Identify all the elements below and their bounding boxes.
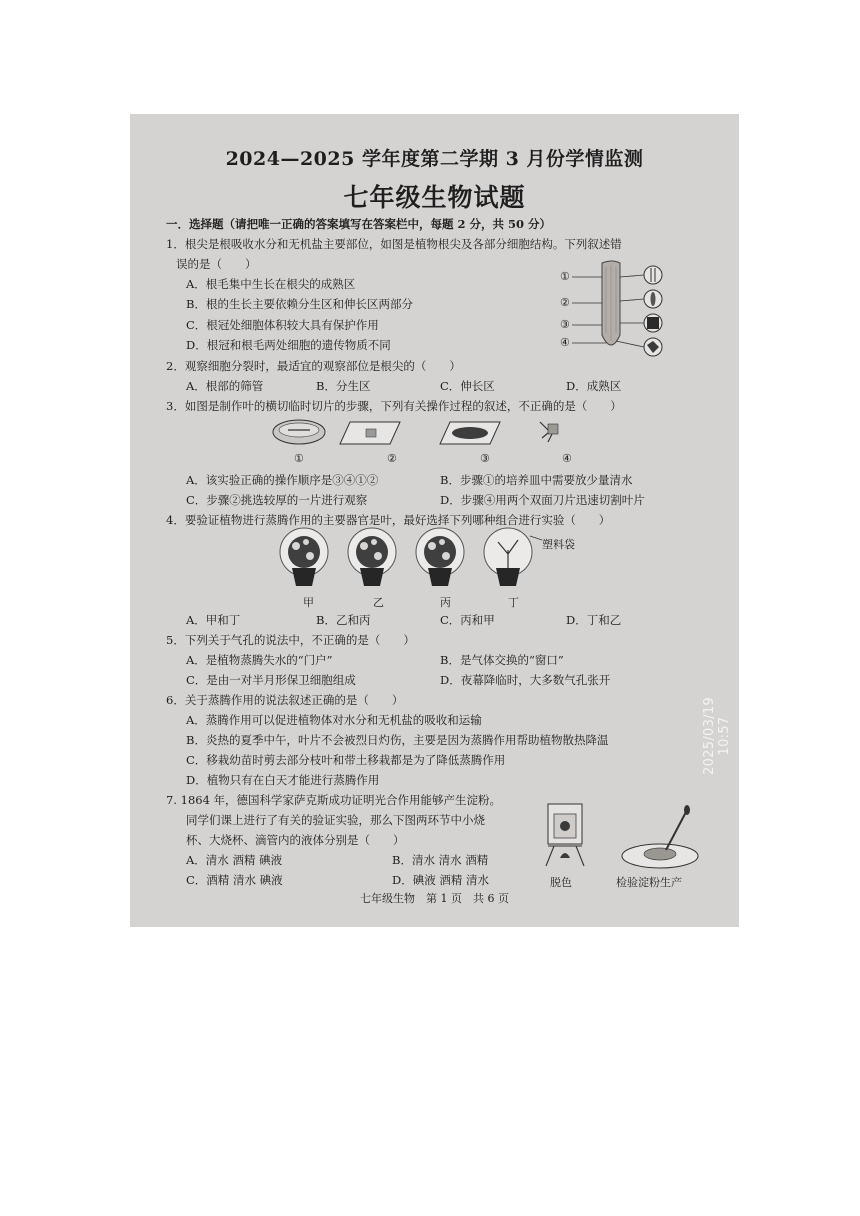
q4-label-jia: 甲 (303, 596, 314, 609)
q1-label-4: ④ (560, 336, 570, 349)
starch-experiment-figure (540, 800, 710, 872)
q1-option-a: A．根毛集中生长在根尖的成熟区 (186, 277, 356, 291)
q5-option-b: B．是气体交换的“窗口” (440, 653, 564, 667)
leaf-section-steps-figure (270, 414, 590, 452)
q2-option-b: B．分生区 (316, 379, 371, 393)
q5-option-c: C．是由一对半月形保卫细胞组成 (186, 673, 356, 687)
exam-paper (130, 114, 739, 927)
page-footer: 七年级生物 第 1 页 共 6 页 (360, 892, 509, 905)
q3-label-2: ② (387, 452, 397, 465)
q5-stem: 5．下列关于气孔的说法中，不正确的是（ ） (166, 633, 415, 647)
q7-label-starch-test: 检验淀粉生产 (616, 876, 682, 889)
potted-plants-figure (276, 530, 556, 598)
q7-option-a: A．清水 酒精 碘液 (186, 853, 283, 867)
q1-option-b: B．根的生长主要依赖分生区和伸长区两部分 (186, 297, 413, 311)
q3-option-b: B．步骤①的培养皿中需要放少量清水 (440, 473, 633, 487)
q1-label-3: ③ (560, 318, 570, 331)
q1-label-2: ② (560, 296, 570, 309)
q7-option-b: B．清水 清水 酒精 (392, 853, 489, 867)
q6-option-b: B．炎热的夏季中午，叶片不会被烈日灼伤，主要是因为蒸腾作用帮助植物散热降温 (186, 733, 609, 747)
decolor-apparatus (546, 804, 584, 866)
q3-stem: 3．如图是制作叶的横切临时切片的步骤，下列有关操作过程的叙述，不正确的是（ ） (166, 399, 622, 413)
q1-stem-line1: 1．根尖是根吸收水分和无机盐主要部位，如图是植物根尖及各部分细胞结构。下列叙述错 (166, 237, 622, 251)
q5-option-d: D．夜幕降临时，大多数气孔张开 (440, 673, 611, 687)
q1-label-1: ① (560, 270, 570, 283)
q4-label-ding: 丁 (508, 596, 519, 609)
q7-stem-line1: 7. 1864 年，德国科学家萨克斯成功证明光合作用能够产生淀粉。 (166, 793, 502, 807)
q2-option-c: C．伸长区 (440, 379, 495, 393)
q1-option-c: C．根冠处细胞体积较大具有保护作用 (186, 318, 379, 332)
q6-option-c: C．移栽幼苗时剪去部分枝叶和带土移栽都是为了降低蒸腾作用 (186, 753, 506, 767)
q7-stem-line3: 杯、大烧杯、滴管内的液体分别是（ ） (186, 833, 405, 847)
q7-option-c: C．酒精 清水 碘液 (186, 873, 283, 887)
q1-stem-line2: 误的是（ ） (176, 257, 257, 271)
q3-label-4: ④ (562, 452, 572, 465)
q7-stem-line2: 同学们课上进行了有关的验证实验，那么下图两环节中小烧 (186, 813, 485, 827)
q4-label-bing: 丙 (440, 596, 451, 609)
q4-option-d: D．丁和乙 (566, 613, 622, 627)
q3-label-3: ③ (480, 452, 490, 465)
q4-label-yi: 乙 (373, 596, 384, 609)
q6-option-a: A．蒸腾作用可以促进植物体对水分和无机盐的吸收和运输 (186, 713, 482, 727)
q6-stem: 6．关于蒸腾作用的说法叙述正确的是（ ） (166, 693, 404, 707)
q4-option-c: C．丙和甲 (440, 613, 495, 627)
q1-option-d: D．根冠和根毛两处细胞的遗传物质不同 (186, 338, 391, 352)
q3-label-1: ① (294, 452, 304, 465)
q4-option-a: A．甲和丁 (186, 613, 241, 627)
photo-timestamp: 2025/03/19 10:57 (702, 697, 732, 775)
q3-option-d: D．步骤④用两个双面刀片迅速切割叶片 (440, 493, 645, 507)
q2-option-a: A．根部的筛管 (186, 379, 264, 393)
plastic-bag-label: 塑料袋 (542, 538, 575, 551)
q4-stem: 4．要验证植物进行蒸腾作用的主要器官是叶，最好选择下列哪种组合进行实验（ ） (166, 513, 611, 527)
q4-option-b: B．乙和丙 (316, 613, 371, 627)
q5-option-a: A．是植物蒸腾失水的“门户” (186, 653, 333, 667)
q2-option-d: D．成熟区 (566, 379, 622, 393)
q3-option-a: A．该实验正确的操作顺序是③④①② (186, 473, 379, 487)
q7-label-decolor: 脱色 (550, 876, 572, 889)
section-heading: 一．选择题（请把唯一正确的答案填写在答案栏中，每题 2 分，共 50 分） (166, 217, 552, 231)
root-tip-figure (558, 257, 673, 367)
q6-option-d: D．植物只有在白天才能进行蒸腾作用 (186, 773, 380, 787)
exam-title: 2024—2025 学年度第二学期 3 月份学情监测 (225, 148, 644, 170)
iodine-test-dish (622, 805, 698, 868)
q7-option-d: D．碘液 酒精 清水 (392, 873, 490, 887)
q3-option-c: C．步骤②挑选较厚的一片进行观察 (186, 493, 368, 507)
q2-stem: 2．观察细胞分裂时，最适宜的观察部位是根尖的（ ） (166, 359, 461, 373)
exam-subtitle: 七年级生物试题 (343, 183, 526, 212)
